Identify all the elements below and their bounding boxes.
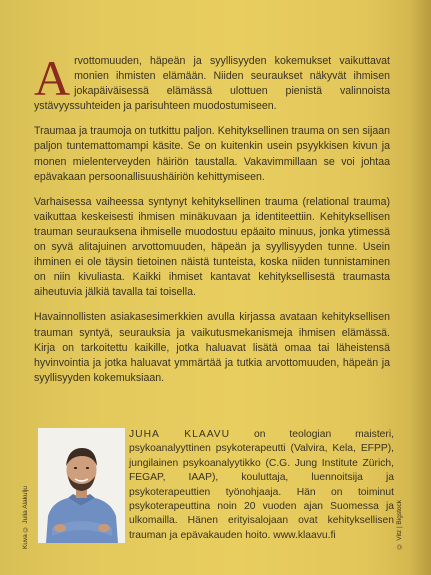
author-section xyxy=(22,428,394,568)
photo-credit: Kuva © Julia Alakulju xyxy=(22,486,29,550)
author-bio xyxy=(129,428,394,543)
author-name: JUHA KLAAVU xyxy=(129,429,231,440)
paragraph-2: Traumaa ja traumoja on tutkittu paljon. Kehityksellinen trauma on sen sijaan paljon tuntemattomampi käsite. Se on kuitenkin usein psyykkisen kivun ja monen mielenterveyden häiriön taustalla. Vakavimmillaan se voi johtaa epävakaan persoonallisuushäiriön kehittymiseen. xyxy=(34,125,390,183)
author-photo xyxy=(38,428,125,543)
author-bio-text: on teologian maisteri, psykoanalyyttinen psykoterapeutti (Valvira, Kela, EFPP), jungilainen psykoanalyytikko (C.G. Jung Institute Zürich, FEGAP, IAAP), kouluttaja, luennoitsija ja psykoterapeuttien työnohjaaja. Hän on toiminut psykoterapeuttina noin 20 vuoden ajan Suomessa ja ulkomailla. Hänen erityisalojaan ovat kehityksellisen trauman ja epävakauden hoito. www.klaavu.fi xyxy=(129,429,394,541)
author-portrait-image xyxy=(38,428,125,543)
paragraph-3: Varhaisessa vaiheessa syntynyt kehityksellinen trauma (relational trauma) vaikuttaa keskeisesti ihmisen minäkuvaan ja identiteettiin. Kehityksellisen trauman seurauksena ihmiselle muodostuu epäaito minuus, jonka ytimessä on syvä alitajuinen arvottomuuden, häpeän ja syyllisyyden tunne. Usein ihminen ei ole täysin tietoinen näistä tunteista, koska niiden tunnistaminen on niin kivuliasta. Kaikki ihmiset kantavat kehityksellisestä traumasta aiheutuvia jälkiä tavalla tai toisella. xyxy=(34,195,390,299)
cover-image-credit: © Vitz | Bigstock xyxy=(396,500,403,550)
paragraph-1 xyxy=(34,50,390,114)
cover-edge-shadow xyxy=(409,0,431,575)
drop-cap: A xyxy=(34,50,71,106)
paragraph-4: Havainnollisten asiakasesimerkkien avulla kirjassa avataan kehityksellisen trauman syntyä, seurauksia ja vaikutusmekanismeja ihmisen elämässä. Kirja on tarkoitettu kaikille, jotka haluavat lisätä omaa tai läheistensä hyvinvointia ja jotka haluavat ymmärtää ja tutkia arvottomuuden, häpeän ja syyllisyyden kokemuksiaan. xyxy=(34,311,390,384)
paragraph-1-text: rvottomuuden, häpeän ja syyllisyyden kokemukset vaikuttavat monien ihmisten elämään. Niiden seuraukset näkyvät ihmisen jokapäiväisessä elämässä ulottuen pienistä valinnoista ystävyyssuhteiden ja parisuhteen muodostumiseen. xyxy=(34,55,390,113)
blurb-text xyxy=(34,50,390,396)
